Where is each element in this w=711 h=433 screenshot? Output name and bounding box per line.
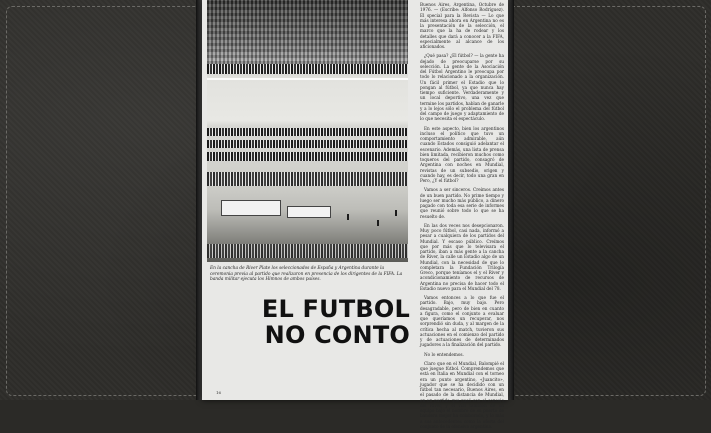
paragraph: No lo entendemos. [424,351,464,357]
person-figure [377,220,379,226]
paragraph: ¿Qué pasa? ¿El fútbol? — la gente ha dejado de preocuparse por su selección. La gente de la Asociación del Fútbol Argentino le preocupa por todo lo relacionado a la organización. Un fácil primer el Estadio que lo pongan al fútbol, ya que nunca hay tiempo suficiente. Verdaderamente y un local deportivo, una vez que termine los partidos, hablan de ganarle y a lo lejos sólo el problema del fútbol del campo de juego y adaptamiento de lo que necesita el espectáculo. [420,53,504,122]
magazine-page [202,0,508,429]
podium [287,206,331,218]
paragraph: En este aspecto, bien los argentinos incluso el político que tuvo un comportamiento admirable, aún cuando Estados consiguió adelantar el escenario. Además, una lista de prensa bien limitada, recibieron muchos como toqueros del partido, consagró de Argentina con noches en Mundial, revistas de un subsedio, origen y cuando hay, es decir, todo una gran en Pero, ¿Y el fútbol? [420,125,504,183]
officials-row [207,172,408,186]
stadium-stands [207,0,408,64]
article-column [420,2,504,433]
right-stitching [512,6,706,396]
track-line [207,78,408,80]
podium [221,200,281,216]
page-number: 16 [216,390,222,395]
page-shadow-right [508,0,514,400]
paragraph: Vamos a ser sinceros. Creímos antes de un buen partido. No prime tiempo y luego ser mucho más público, a dinero pagado con toda esa serie de informes que reunió sobre todo lo que se ha resuelto de. [420,187,504,219]
headline-line-1: EL FUTBOL [261,295,410,323]
paragraph: Vamos entonces a lo que fue el partido. Bajo, muy bajo. Pero desagradable, pero de bien en cuanto a figura, como el conjunto a evaluar que queríamos un recuperar, nos sorprendió sin duda, y al margen de la crítica hecha al match, tuvieron sus actuaciones en el comienzo del partido y de actuaciones de determinados jugadores a la finalización del partido. [420,295,504,348]
person-figure [347,214,349,220]
photo-caption: En la cancha de River Plate los seleccionados de España y Argentina durante la ceremonia previa al partido que realizaron en presencia de los dirigentes de la FIFA. La banda militar ejecuta los Himnos de ambos países. [210,266,403,283]
players-row [207,140,408,148]
headline-line-2: NO CONTO [264,321,410,349]
stadium-photo [207,0,408,262]
left-stitching [6,6,197,396]
band-row [207,152,408,161]
paragraph: En las dos veces nos desepcionaron. Muy poco fútbol, casi nada, informó a pesar a cualquiera de los partidos del Mundial. Y escaso público. Creímos que por más que lo televisara el partido, iban a más gente a la cancha de River, la calle un Estadio algo de un Mundial, con la necesidad de que lo completara la Fundación Trilogía Greco, porque teníamos el y el River y acondicionamiento de recursos de Argentina no precisa de hacer todo el Estadio nuevo para el Mundial del 78. [420,222,504,291]
paragraph: Buenos Aires, Argentina, Octubre de 1976. — (Escribe: Alfonso Rodríguez). El special para la Revista — Lo que más interesa ahora en Argentina no es la presentación de la selección, el marco que la ha de rodear y los detalles que dará a conocer a la FIFA, especialmente al alcance de los aficionados. [420,2,504,49]
person-figure [395,210,397,216]
paragraph: Claro que en el Mundial, Balompié el que juegue fútbol. Comprendemos que está en Italia en Mundial con el torneo era un punto argentino, «Juancito», jugador que se ha decidido con un fútbol tan necesario, Buenos Aires, en el pasado de la distancia de Mundial, en un partido que pasó con el consejo del River, y el vial también de un equipo bajo el nombre de su puerto de bandera mejor ha colaborado, y lo más a sus antecedentes como la oferta del conjunto de la ofensiva argentina. [420,360,504,429]
crowd-row [207,64,408,74]
players-row [207,128,408,136]
foreground-crowd [207,244,408,258]
